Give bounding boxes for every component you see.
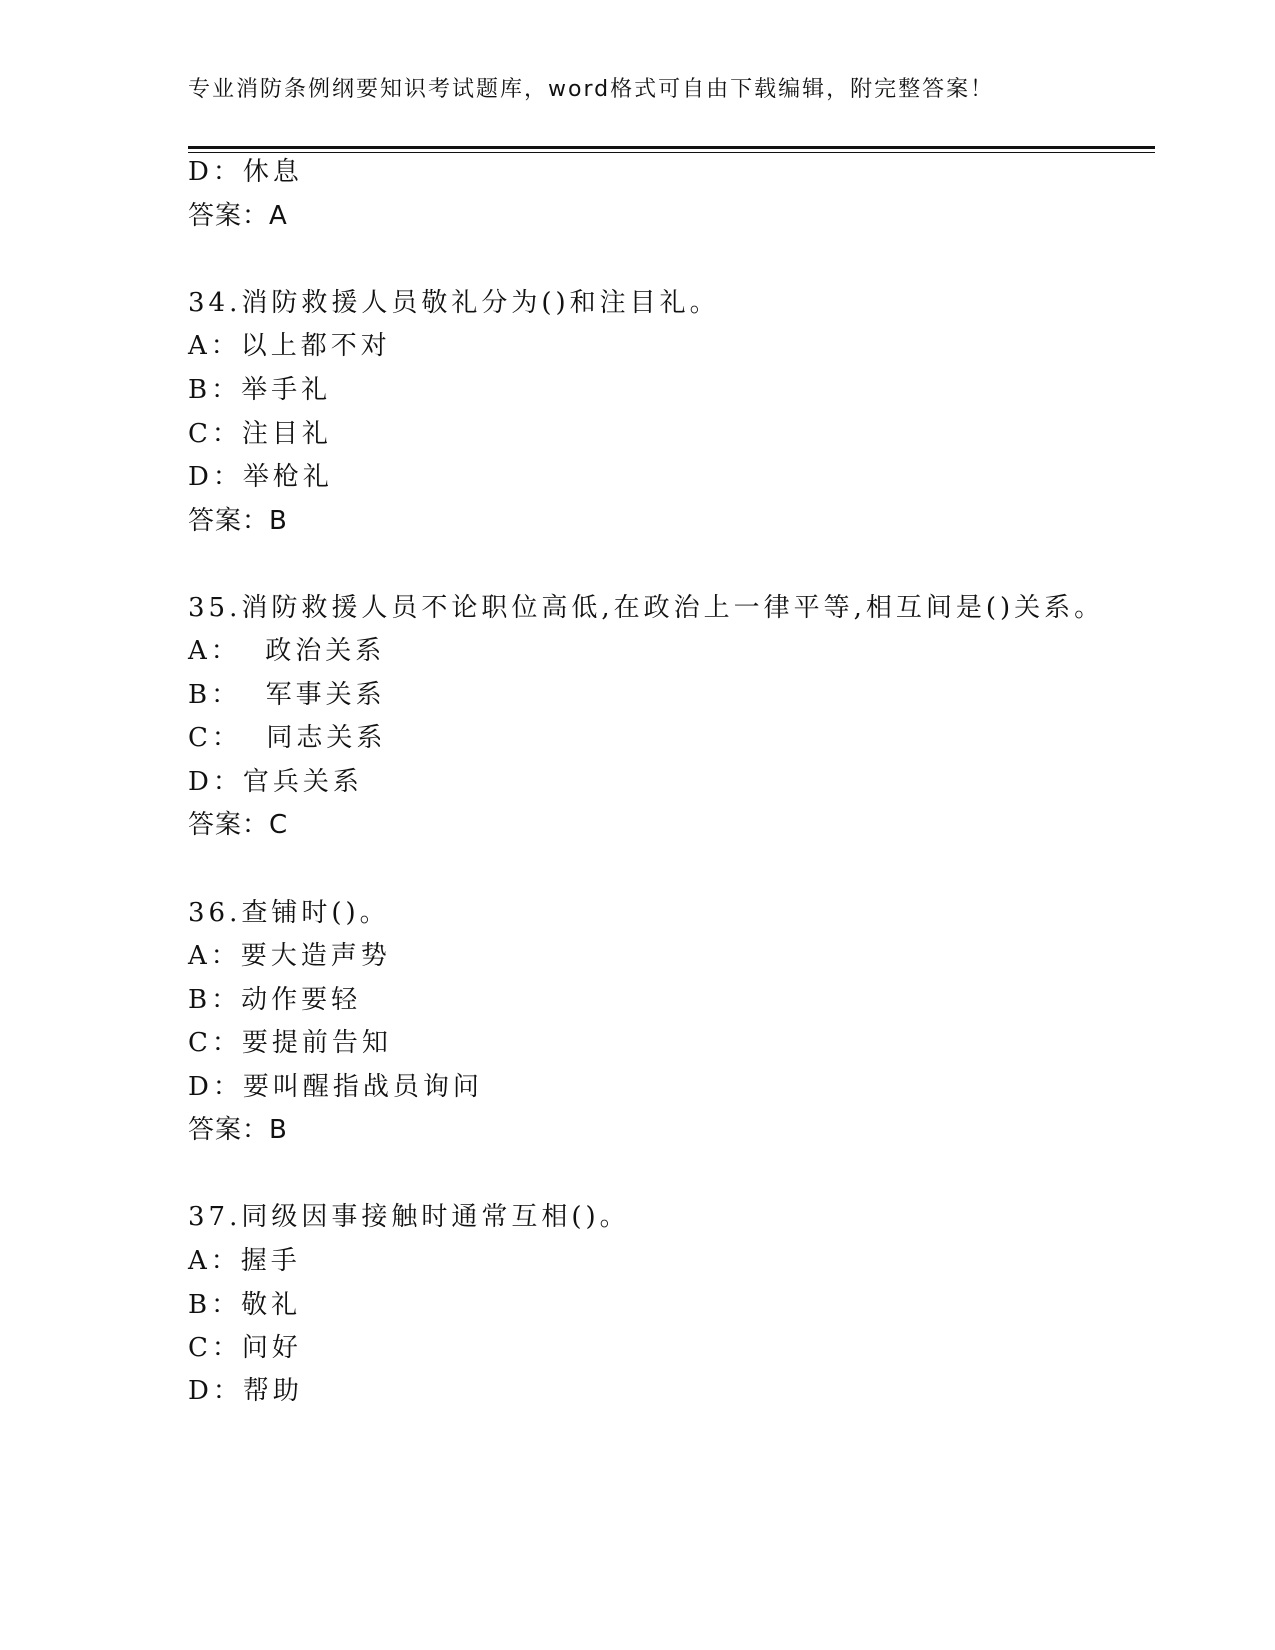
question-stem: 34.消防救援人员敬礼分为()和注目礼。	[188, 288, 720, 318]
question-stem: 36.查铺时()。	[188, 898, 390, 928]
option-b: B： 军事关系	[188, 680, 386, 710]
option-d: D：举枪礼	[188, 462, 333, 492]
option-d: D：休息	[188, 157, 303, 187]
answer-line: 答案：A	[188, 201, 288, 231]
option-d: D：帮助	[188, 1376, 303, 1406]
option-a: A： 政治关系	[188, 636, 386, 666]
option-c: C：注目礼	[188, 419, 332, 449]
option-c: C：问好	[188, 1333, 302, 1363]
header-rule-thick	[188, 146, 1155, 149]
option-d: D：官兵关系	[188, 767, 363, 797]
option-c: C：要提前告知	[188, 1028, 392, 1058]
option-d: D：要叫醒指战员询问	[188, 1072, 483, 1102]
option-a: A：以上都不对	[188, 331, 391, 361]
question-stem: 37.同级因事接触时通常互相()。	[188, 1202, 630, 1232]
option-b: B：动作要轻	[188, 985, 362, 1015]
answer-line: 答案：C	[188, 810, 289, 840]
answer-line: 答案：B	[188, 1115, 288, 1145]
option-b: B：举手礼	[188, 375, 332, 405]
header-rule-thin	[188, 152, 1155, 153]
option-a: A：握手	[188, 1246, 301, 1276]
option-c: C： 同志关系	[188, 723, 387, 753]
page-header: 专业消防条例纲要知识考试题库，word格式可自由下载编辑，附完整答案！	[188, 77, 995, 102]
option-b: B：敬礼	[188, 1290, 302, 1320]
option-a: A：要大造声势	[188, 941, 391, 971]
answer-line: 答案：B	[188, 506, 288, 536]
question-stem: 35.消防救援人员不论职位高低,在政治上一律平等,相互间是()关系。	[188, 593, 1105, 623]
